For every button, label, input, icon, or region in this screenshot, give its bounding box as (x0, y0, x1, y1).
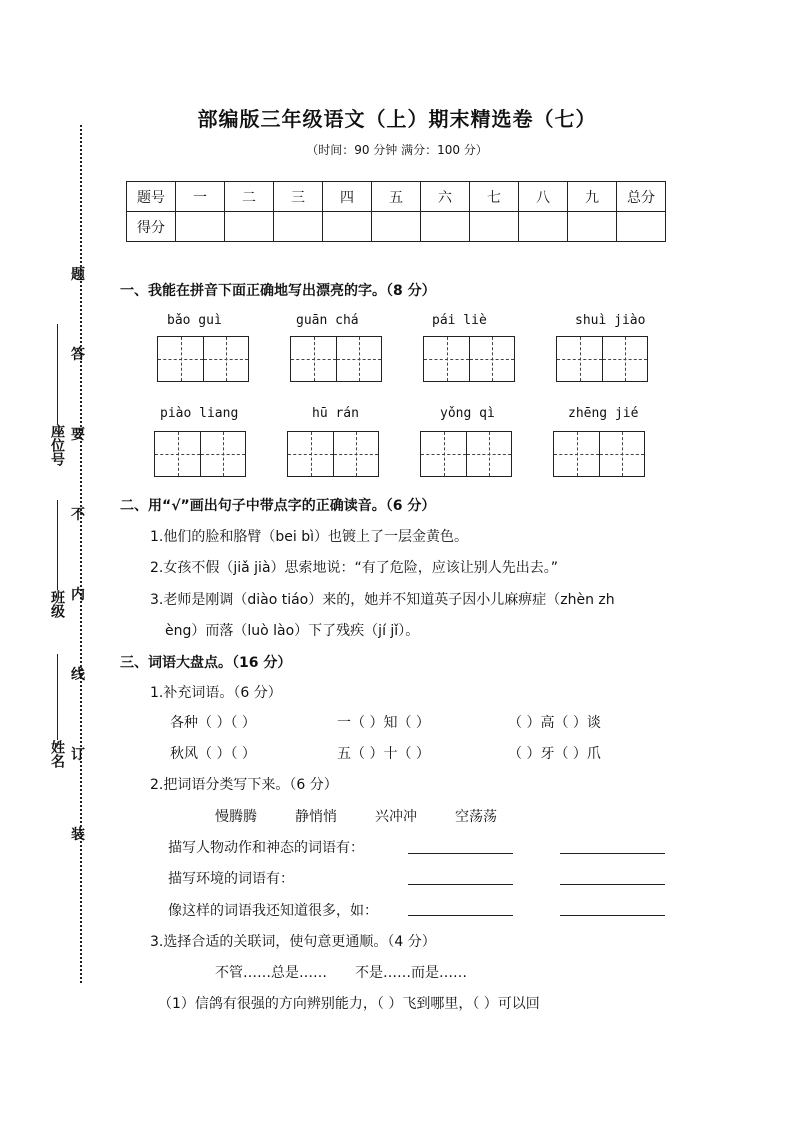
score-header-cell: 四 (323, 182, 372, 212)
score-header-cell: 八 (519, 182, 568, 212)
answer-blank[interactable] (408, 853, 513, 854)
score-header-cell: 二 (225, 182, 274, 212)
score-cell[interactable] (421, 212, 470, 242)
score-header-row (127, 182, 666, 212)
sub-question-2: 2.把词语分类写下来。（6 分） (150, 777, 338, 793)
section-heading-1: 一、我能在拼音下面正确地写出漂亮的字。（8 分） (120, 283, 436, 299)
score-header-cell: 六 (421, 182, 470, 212)
word-option: 慢腾腾 (215, 809, 257, 825)
score-value-row (127, 212, 666, 242)
score-cell[interactable] (470, 212, 519, 242)
idiom-fill-blank[interactable]: （ ）高（ ）谈 (508, 715, 601, 731)
binding-char: 要 (71, 427, 85, 443)
pinyin-label: hū rán (312, 406, 359, 421)
page-title: 部编版三年级语文（上）期末精选卷（七） (197, 107, 597, 131)
answer-blank[interactable] (560, 884, 665, 885)
score-cell[interactable] (519, 212, 568, 242)
writing-grid[interactable] (420, 431, 512, 477)
score-cell[interactable] (225, 212, 274, 242)
pinyin-label: bǎo guì (167, 313, 222, 328)
score-cell[interactable] (568, 212, 617, 242)
class-label: 班级 (49, 590, 65, 618)
writing-grid[interactable] (556, 336, 648, 382)
score-cell[interactable] (274, 212, 323, 242)
sub-question-1: 1.补充词语。（6 分） (150, 685, 282, 701)
pinyin-label: zhēng jié (568, 406, 639, 421)
question-line: （1）信鸽有很强的方向辨别能力，（ ）飞到哪里，（ ）可以回 (158, 996, 540, 1012)
binding-dotted-line (80, 125, 82, 983)
section-heading-2: 二、用“√”画出句子中带点字的正确读音。（6 分） (120, 498, 436, 514)
writing-grid[interactable] (423, 336, 515, 382)
score-header-cell: 一 (176, 182, 225, 212)
seat-number-label: 座位号 (49, 424, 65, 466)
binding-char: 内 (71, 587, 85, 603)
idiom-fill-blank[interactable]: 一（ ）知（ ） (337, 715, 430, 731)
binding-char: 答 (71, 347, 85, 363)
score-row-label: 得分 (127, 212, 176, 242)
name-label: 姓名 (49, 740, 65, 768)
seat-number-field[interactable] (50, 322, 64, 466)
conjunction-option: 不管……总是…… (215, 965, 327, 981)
score-header-cell: 题号 (127, 182, 176, 212)
question-line: èng）而落（luò lào）下了残疾（jí jǐ）。 (165, 623, 420, 639)
conjunction-option: 不是……而是…… (355, 965, 467, 981)
word-option: 兴冲冲 (375, 809, 417, 825)
binding-char: 线 (71, 667, 85, 683)
binding-char: 订 (71, 747, 85, 763)
answer-blank[interactable] (408, 915, 513, 916)
exam-info: （时间：90 分钟 满分：100 分） (306, 143, 488, 157)
score-header-cell: 九 (568, 182, 617, 212)
writing-grid[interactable] (290, 336, 382, 382)
category-prompt: 描写环境的词语有： (168, 871, 294, 887)
score-cell[interactable] (617, 212, 666, 242)
pinyin-label: shuì jiào (575, 313, 646, 328)
class-field[interactable] (50, 498, 64, 618)
category-prompt: 像这样的词语我还知道很多，如： (168, 903, 378, 919)
category-prompt: 描写人物动作和神态的词语有： (168, 840, 364, 856)
score-cell[interactable] (176, 212, 225, 242)
writing-grid[interactable] (287, 431, 379, 477)
answer-blank[interactable] (408, 884, 513, 885)
word-option: 空荡荡 (455, 809, 497, 825)
score-header-cell: 五 (372, 182, 421, 212)
idiom-fill-blank[interactable]: （ ）牙（ ）爪 (508, 746, 601, 762)
question-line: 2.女孩不假（jiǎ jià）思索地说：“有了危险，应该让别人先出去。” (150, 560, 559, 576)
binding-char: 不 (71, 507, 85, 523)
writing-grid[interactable] (154, 431, 246, 477)
pinyin-label: pái liè (432, 313, 487, 328)
writing-grid[interactable] (157, 336, 249, 382)
score-header-cell: 总分 (617, 182, 666, 212)
score-header-cell: 七 (470, 182, 519, 212)
score-cell[interactable] (323, 212, 372, 242)
idiom-fill-blank[interactable]: 五（ ）十（ ） (337, 746, 430, 762)
binding-char: 题 (71, 267, 85, 283)
score-table (126, 181, 666, 242)
binding-char: 装 (71, 827, 85, 843)
answer-blank[interactable] (560, 853, 665, 854)
answer-blank[interactable] (560, 915, 665, 916)
pinyin-label: guān chá (296, 313, 359, 328)
section-heading-3: 三、词语大盘点。（16 分） (120, 655, 292, 671)
score-header-cell: 三 (274, 182, 323, 212)
idiom-fill-blank[interactable]: 各种（ ）（ ） (170, 715, 256, 731)
idiom-fill-blank[interactable]: 秋风（ ）（ ） (170, 746, 256, 762)
name-field[interactable] (50, 652, 64, 768)
writing-grid[interactable] (553, 431, 645, 477)
pinyin-label: piào liang (160, 406, 239, 421)
score-cell[interactable] (372, 212, 421, 242)
question-line: 3.老师是刚调（diào tiáo）来的，她并不知道英子因小儿麻痹症（zhèn zh (150, 592, 615, 608)
question-line: 1.他们的脸和胳臂（bei bì）也镀上了一层金黄色。 (150, 529, 468, 545)
pinyin-label: yǒng qì (440, 406, 495, 421)
word-option: 静悄悄 (295, 809, 337, 825)
sub-question-3: 3.选择合适的关联词，使句意更通顺。（4 分） (150, 934, 436, 950)
